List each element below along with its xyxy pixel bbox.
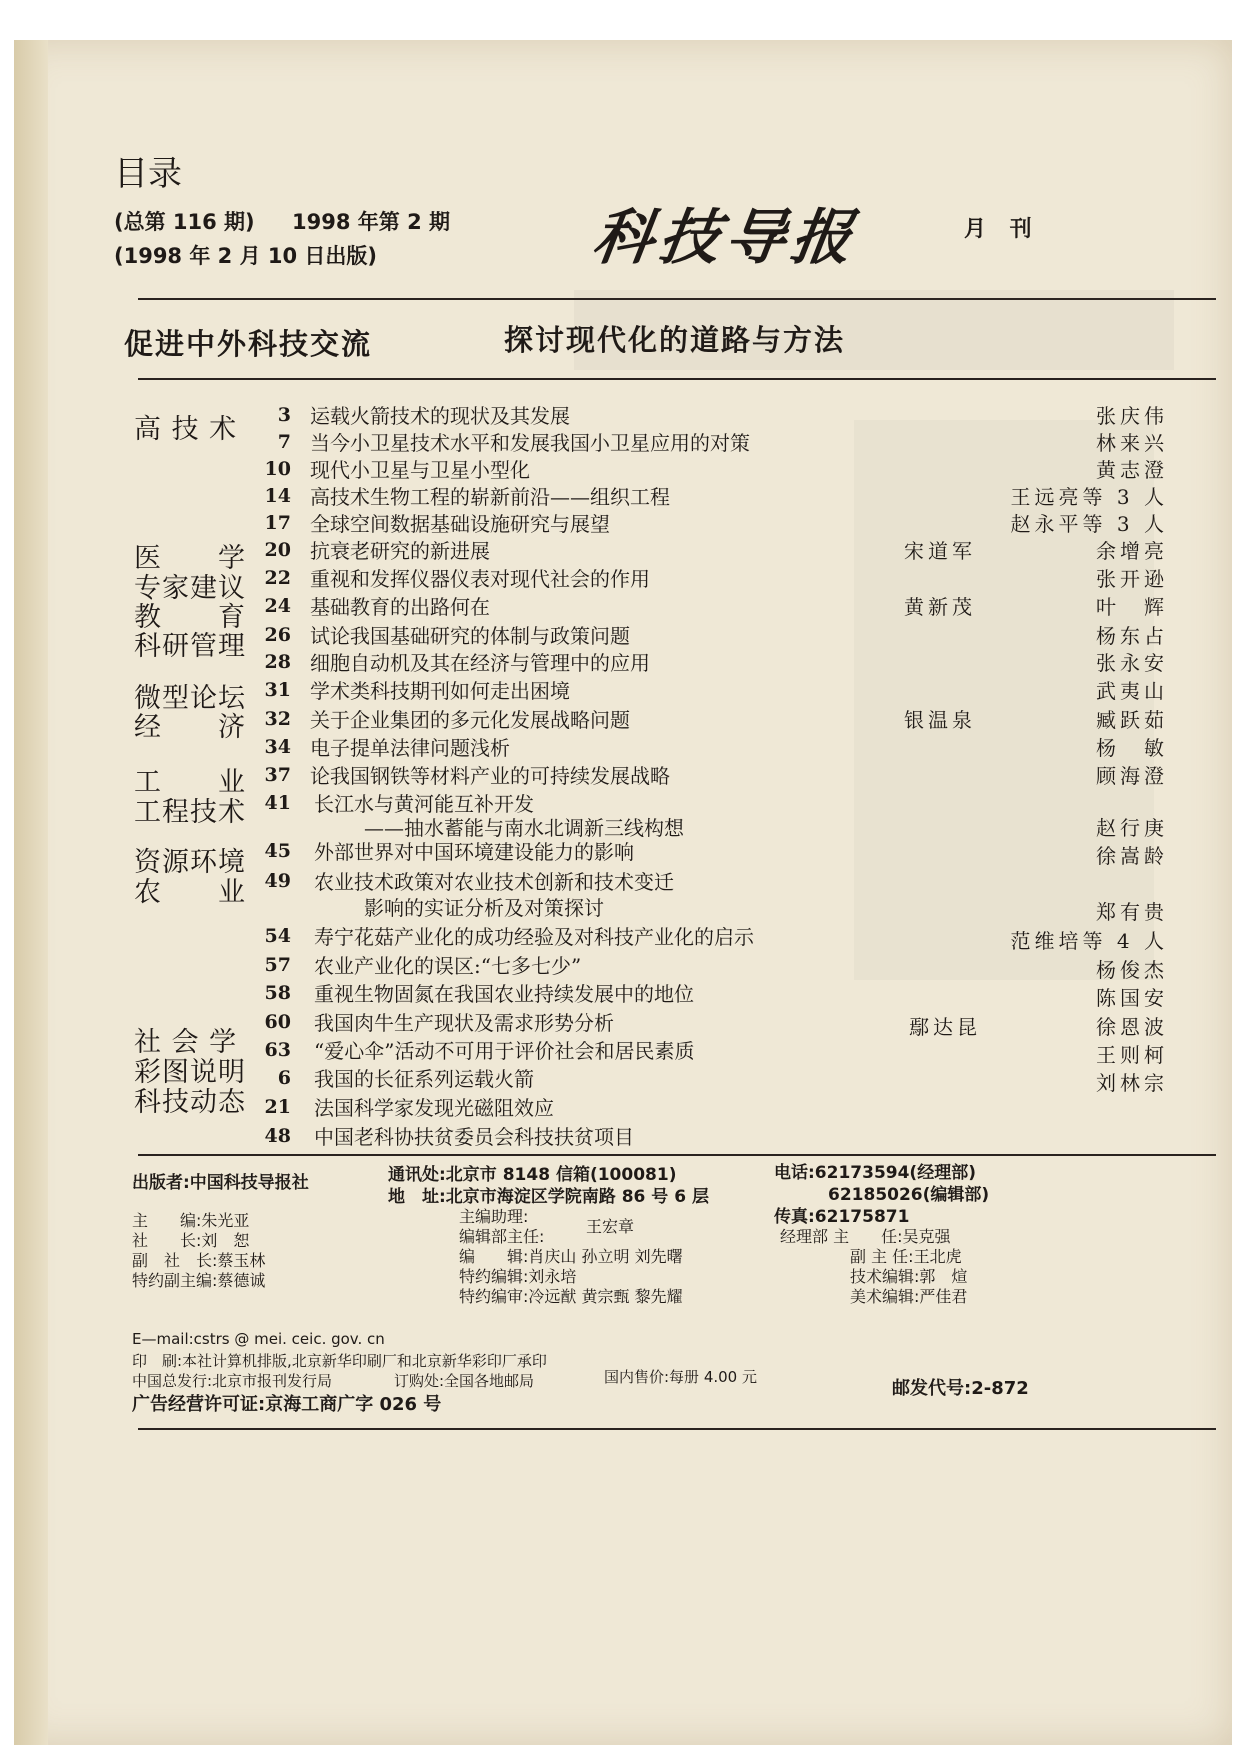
article-title: 关于企业集团的多元化发展战略问题 [310,708,630,732]
article-title: 运载火箭技术的现状及其发展 [310,404,570,428]
article-title: 农业技术政策对农业技术创新和技术变迁 [314,870,674,894]
editorial-director: 王宏章 [586,1217,635,1236]
article-author: 黄志澄 [1096,458,1168,482]
article-title: 我国的长征系列运载火箭 [314,1067,534,1091]
section-label: 工 业 [134,767,246,798]
article-page-number: 63 [264,1039,291,1061]
article-title: 基础教育的出路何在 [310,595,490,619]
price: 国内售价:每册 4.00 元 [604,1368,757,1386]
magazine-page [14,40,1232,1745]
article-page-number: 20 [264,539,291,561]
section-label: 农 业 [134,877,246,908]
frequency: 月 刊 [964,217,1040,242]
article-author: 赵永平等 3 人 [1010,512,1168,536]
article-title: 农业产业化的误区:“七多七少” [314,954,582,978]
section-label: 高 技 术 [134,414,238,445]
section-label: 教 育 [134,602,246,633]
article-page-number: 21 [264,1096,291,1118]
section-label: 彩图说明 [134,1057,246,1088]
article-subtitle: ——抽水蓄能与南水北调新三线构想 [364,816,684,840]
article-page-number: 31 [264,679,291,701]
article-title: 重视和发挥仪器仪表对现代社会的作用 [310,567,650,591]
article-page-number: 45 [264,840,291,862]
ad-license: 广告经营许可证:京海工商广字 026 号 [132,1394,442,1415]
phone-manager: 电话:62173594(经理部) [774,1163,976,1183]
footer-rule [138,1428,1216,1430]
article-author: 徐嵩龄 [1096,844,1168,868]
slogan-rule [138,378,1216,380]
article-title: 我国肉牛生产现状及需求形势分析 [314,1011,614,1035]
article-author: 郑有贵 [1096,900,1168,924]
vice-president: 副 社 长:蔡玉林 [132,1251,266,1270]
article-page-number: 34 [264,736,291,758]
special-deputy-editor: 特约副主编:蔡德诚 [132,1271,266,1290]
editor-assistant-label: 主编助理: [459,1207,529,1226]
article-page-number: 26 [264,624,291,646]
article-author: 王则柯 [1096,1043,1168,1067]
publication-date: (1998 年 2 月 10 日出版) [114,244,378,268]
total-issue: (总第 116 期) [114,210,255,234]
article-page-number: 32 [264,708,291,730]
article-author: 张庆伟 [1096,404,1168,428]
article-coauthor: 鄢达昆 [909,1015,981,1039]
article-author: 余增亮 [1096,539,1168,563]
article-page-number: 28 [264,651,291,673]
article-author: 陈国安 [1096,986,1168,1010]
article-page-number: 49 [264,870,291,892]
editorial-director-label: 编辑部主任: [459,1227,545,1246]
article-page-number: 10 [264,458,291,480]
article-subtitle: 影响的实证分析及对策探讨 [364,896,604,920]
article-page-number: 6 [277,1067,291,1089]
article-author: 张永安 [1096,651,1168,675]
article-title: 细胞自动机及其在经济与管理中的应用 [310,651,650,675]
article-title: 法国科学家发现光磁阻效应 [314,1096,554,1120]
article-author: 叶 辉 [1096,595,1168,619]
article-author: 王远亮等 3 人 [1010,485,1168,509]
article-page-number: 60 [264,1011,291,1033]
section-label: 资源环境 [134,847,246,878]
postal-code: 邮发代号:2-872 [892,1378,1029,1399]
article-page-number: 48 [264,1125,291,1147]
magazine-title: 科技导报 [588,203,863,273]
article-title: 外部世界对中国环境建设能力的影响 [314,840,634,864]
special-editor: 特约编辑:刘永培 [459,1267,577,1286]
section-label: 专家建议 [134,573,246,604]
section-label: 科研管理 [134,631,246,662]
article-title: “爱心伞”活动不可用于评价社会和居民素质 [314,1039,695,1063]
distribution: 中国总发行:北京市报刊发行局 [132,1372,333,1390]
section-label: 社 会 学 [134,1027,238,1058]
president: 社 长:刘 恕 [132,1231,250,1250]
article-title: 抗衰老研究的新进展 [310,539,490,563]
fax: 传真:62175871 [774,1207,910,1227]
subscription: 订购处:全国各地邮局 [394,1372,535,1390]
article-author: 林来兴 [1096,431,1168,455]
section-label: 微型论坛 [134,683,246,714]
section-label: 工程技术 [134,797,246,828]
article-author: 范维培等 4 人 [1010,929,1168,953]
article-author: 杨俊杰 [1096,958,1168,982]
article-title: 试论我国基础研究的体制与政策问题 [310,624,630,648]
article-coauthor: 银温泉 [904,708,976,732]
section-label: 科技动态 [134,1087,246,1118]
chief-editor: 主 编:朱光亚 [132,1211,250,1230]
article-author: 武夷山 [1096,679,1168,703]
printing-info: 印 刷:本社计算机排版,北京新华印刷厂和北京新华彩印厂承印 [132,1352,547,1370]
article-coauthor: 宋道军 [904,539,976,563]
section-label: 经 济 [134,712,246,743]
article-title: 重视生物固氮在我国农业持续发展中的地位 [314,982,694,1006]
phone-editorial: 62185026(编辑部) [828,1185,990,1205]
article-page-number: 54 [264,925,291,947]
slogan-right: 探讨现代化的道路与方法 [504,323,846,357]
publisher: 出版者:中国科技导报社 [132,1173,309,1193]
email: E—mail:cstrs @ mei. ceic. gov. cn [132,1330,385,1348]
page-spine [14,40,48,1745]
header-rule [138,298,1216,300]
contents-bottom-rule [138,1154,1216,1156]
deputy-head: 副 主 任:王北虎 [850,1247,962,1266]
article-page-number: 7 [277,431,291,453]
article-title: 高技术生物工程的崭新前沿——组织工程 [310,485,670,509]
article-author: 杨 敏 [1096,736,1168,760]
technical-editor: 技术编辑:郭 煊 [850,1267,968,1286]
section-label: 医 学 [134,543,246,574]
year-issue: 1998 年第 2 期 [292,210,450,234]
article-page-number: 14 [264,485,291,507]
street-address: 地 址:北京市海淀区学院南路 86 号 6 层 [388,1187,709,1207]
article-title: 电子提单法律问题浅析 [310,736,510,760]
article-page-number: 17 [264,512,291,534]
special-reviewers: 特约编审:冷远猷 黄宗甄 黎先耀 [459,1287,683,1306]
mailing-address: 通讯处:北京市 8148 信箱(100081) [388,1165,677,1185]
article-author: 顾海澄 [1096,764,1168,788]
article-author: 张开逊 [1096,567,1168,591]
slogan-left: 促进中外科技交流 [124,327,373,361]
article-page-number: 22 [264,567,291,589]
article-page-number: 24 [264,595,291,617]
article-page-number: 57 [264,954,291,976]
article-title: 论我国钢铁等材料产业的可持续发展战略 [310,764,670,788]
article-title: 寿宁花菇产业化的成功经验及对科技产业化的启示 [314,925,754,949]
article-coauthor: 黄新茂 [904,595,976,619]
article-author: 刘林宗 [1096,1071,1168,1095]
article-page-number: 3 [277,404,291,426]
article-author: 臧跃茹 [1096,708,1168,732]
article-page-number: 37 [264,764,291,786]
article-page-number: 58 [264,982,291,1004]
article-title: 现代小卫星与卫星小型化 [310,458,530,482]
article-title: 长江水与黄河能互补开发 [314,792,534,816]
article-title: 中国老科协扶贫委员会科技扶贫项目 [314,1125,634,1149]
article-title: 当今小卫星技术水平和发展我国小卫星应用的对策 [310,431,750,455]
article-title: 全球空间数据基础设施研究与展望 [310,512,610,536]
article-author: 徐恩波 [1096,1015,1168,1039]
editors: 编 辑:肖庆山 孙立明 刘先曙 [459,1247,683,1266]
art-editor: 美术编辑:严佳君 [850,1287,968,1306]
article-author: 杨东占 [1096,624,1168,648]
article-page-number: 41 [264,792,291,814]
contents-heading: 目录 [114,154,182,194]
manager-head: 经理部 主 任:吴克强 [780,1227,951,1246]
article-title: 学术类科技期刊如何走出困境 [310,679,570,703]
article-author: 赵行庚 [1096,816,1168,840]
